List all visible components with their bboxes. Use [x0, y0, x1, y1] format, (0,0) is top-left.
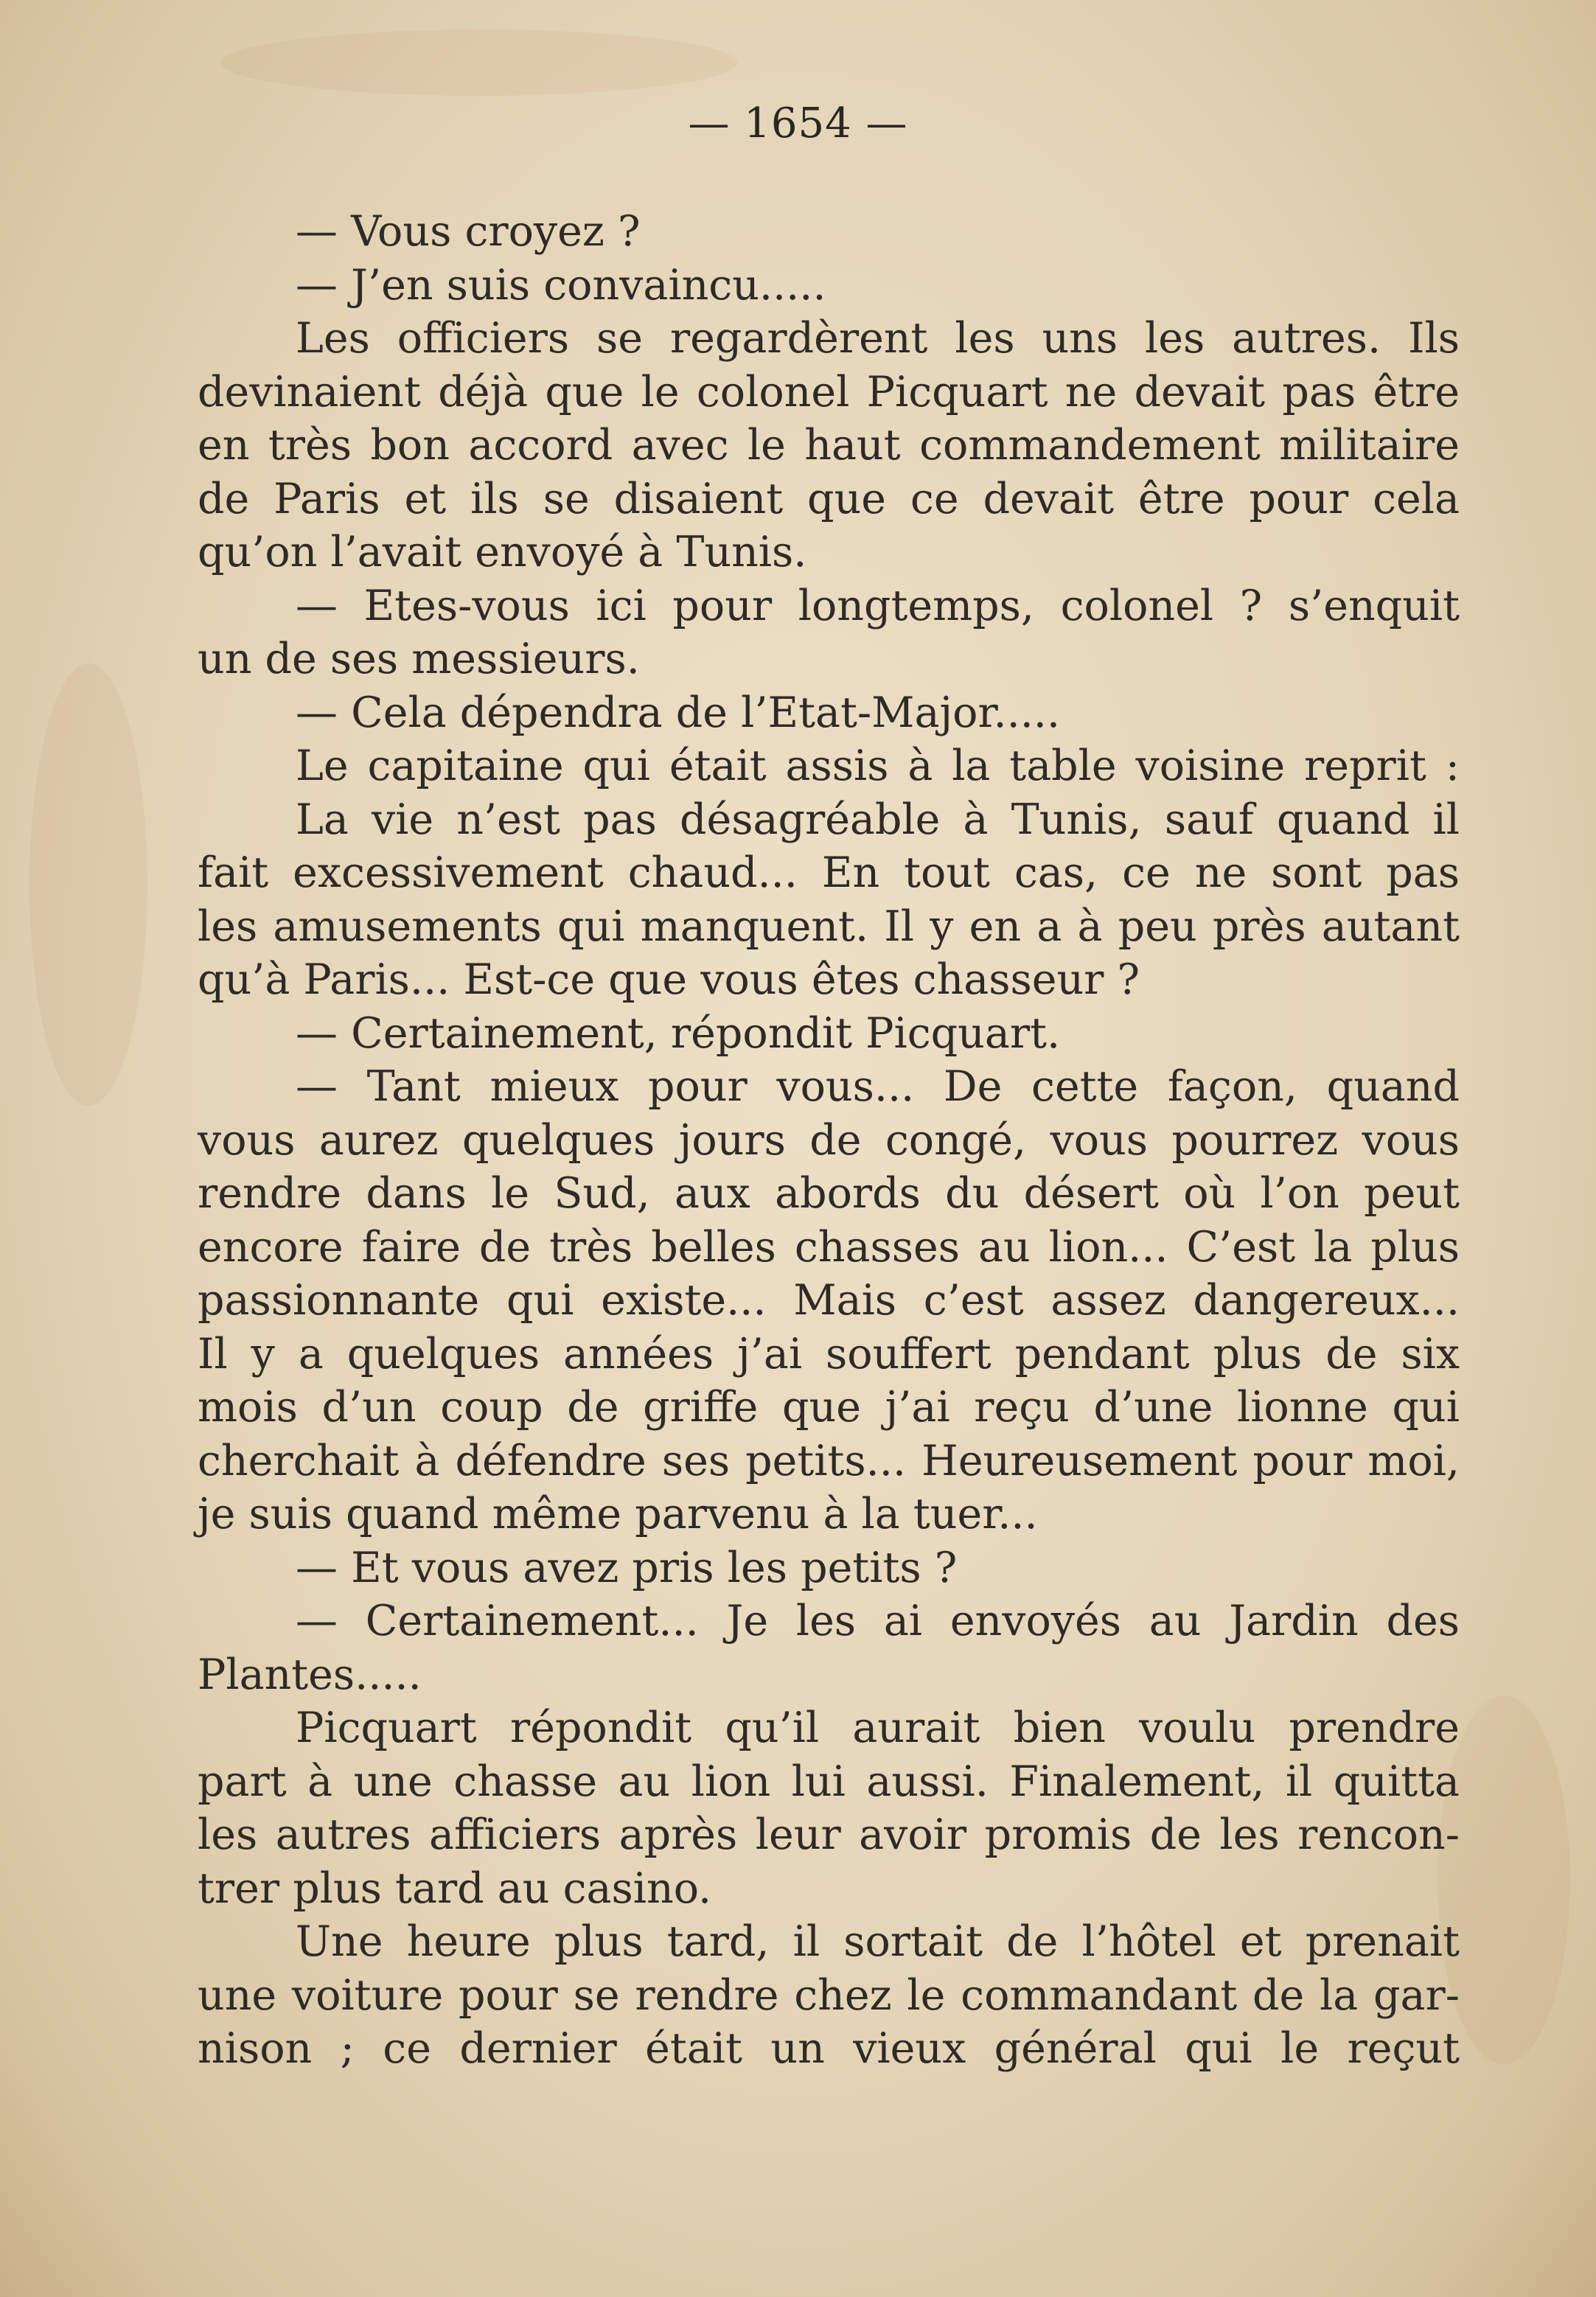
text-line: — Vous croyez ?	[296, 207, 641, 256]
text-line: passionnante qui existe... Mais c’est assez dangereux...	[198, 1276, 1460, 1325]
text-line: — Tant mieux pour vous... De cette façon, quand	[296, 1062, 1460, 1111]
text-line: rendre dans le Sud, aux abords du désert où l’on peut	[198, 1169, 1460, 1218]
text-line: Une heure plus tard, il sortait de l’hôtel et prenait	[296, 1917, 1460, 1966]
text-line: — J’en suis convaincu.....	[296, 260, 826, 310]
text-line: qu’à Paris... Est-ce que vous êtes chasseur ?	[198, 955, 1140, 1004]
text-line: — Certainement... Je les ai envoyés au Jardin des	[296, 1597, 1460, 1645]
text-line: La vie n’est pas désagréable à Tunis, sauf quand il	[296, 795, 1460, 844]
text-line: Les officiers se regardèrent les uns les autres. Ils	[296, 314, 1460, 363]
text-line: Plantes.....	[198, 1650, 422, 1699]
text-line: Il y a quelques années j’ai souffert pendant plus de six	[198, 1329, 1460, 1378]
text-line: trer plus tard au casino.	[198, 1864, 712, 1913]
text-line: Picquart répondit qu’il aurait bien voulu prendre	[296, 1704, 1460, 1752]
text-line: les amusements qui manquent. Il y en a à peu près autant	[198, 902, 1460, 951]
text-line: les autres afficiers après leur avoir promis de les rencon-	[198, 1810, 1460, 1859]
text-line: cherchait à défendre ses petits... Heureusement pour moi,	[198, 1436, 1460, 1485]
text-line: devinaient déjà que le colonel Picquart ne devait pas être	[198, 367, 1460, 416]
text-line: vous aurez quelques jours de congé, vous pourrez vous	[198, 1115, 1460, 1165]
text-line: qu’on l’avait envoyé à Tunis.	[198, 528, 807, 576]
text-line: — Cela dépendra de l’Etat-Major.....	[296, 688, 1061, 737]
text-line: en très bon accord avec le haut commandement militaire	[198, 421, 1460, 470]
text-line: Le capitaine qui était assis à la table voisine reprit :	[296, 742, 1460, 790]
text-line: mois d’un coup de griffe que j’ai reçu d’une lionne qui	[198, 1383, 1460, 1432]
page-number: — 1654 —	[688, 100, 908, 147]
body-text	[198, 205, 1460, 2076]
text-line: de Paris et ils se disaient que ce devait être pour cela	[198, 474, 1460, 523]
text-line: — Et vous avez pris les petits ?	[296, 1543, 958, 1592]
text-line: je suis quand même parvenu à la tuer...	[198, 1490, 1038, 1538]
paper-stain	[221, 29, 737, 96]
text-line: un de ses messieurs.	[198, 635, 640, 683]
text-line: — Etes-vous ici pour longtemps, colonel ? s’enquit	[296, 581, 1460, 630]
text-line: nison ; ce dernier était un vieux général qui le reçut	[198, 2024, 1460, 2073]
text-line: part à une chasse au lion lui aussi. Finalement, il quitta	[198, 1757, 1460, 1806]
paper-stain	[29, 663, 147, 1106]
text-line: — Certainement, répondit Picquart.	[296, 1008, 1061, 1058]
text-line: une voiture pour se rendre chez le commandant de la gar-	[198, 1970, 1460, 2020]
text-line: fait excessivement chaud... En tout cas, ce ne sont pas	[198, 848, 1460, 897]
text-line: encore faire de très belles chasses au lion... C’est la plus	[198, 1222, 1460, 1272]
